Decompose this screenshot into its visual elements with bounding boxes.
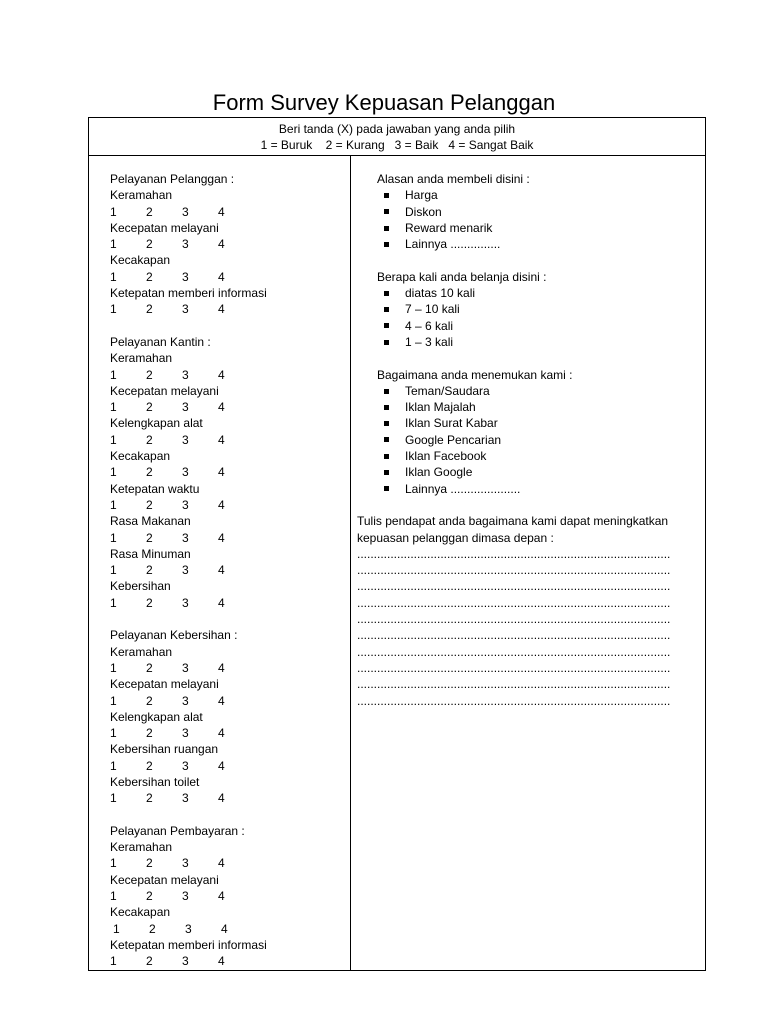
rating-option[interactable]: 4 xyxy=(218,400,225,415)
option-item[interactable] xyxy=(377,318,697,334)
rating-section xyxy=(110,823,340,970)
rating-scale xyxy=(110,693,340,709)
rating-option[interactable]: 2 xyxy=(146,302,153,317)
section-heading: Pelayanan Pelanggan : xyxy=(110,172,235,186)
option-item[interactable] xyxy=(377,464,697,480)
rating-option[interactable]: 1 xyxy=(110,400,117,415)
rating-item-label: Kecakapan xyxy=(110,253,171,268)
rating-option[interactable]: 4 xyxy=(218,791,225,806)
rating-option[interactable]: 2 xyxy=(146,497,153,512)
rating-item-label: Ketepatan memberi informasi xyxy=(110,286,267,301)
option-item[interactable] xyxy=(377,399,697,415)
rating-option[interactable]: 4 xyxy=(218,530,225,545)
rating-option[interactable]: 2 xyxy=(146,432,153,447)
answer-line[interactable]: .............................................................................................. xyxy=(357,563,671,578)
choice-question xyxy=(377,269,697,350)
rating-option[interactable]: 3 xyxy=(182,954,189,969)
rating-option[interactable]: 4 xyxy=(218,726,225,741)
square-bullet-icon xyxy=(384,454,389,459)
rating-option[interactable]: 1 xyxy=(110,497,117,512)
option-label: Iklan Facebook xyxy=(405,449,487,464)
option-item[interactable] xyxy=(377,187,697,203)
rating-option[interactable]: 3 xyxy=(182,563,189,578)
option-label: Google Pencarian xyxy=(405,432,502,447)
square-bullet-icon xyxy=(384,193,389,198)
rating-option[interactable]: 2 xyxy=(146,791,153,806)
section-heading: Pelayanan Pembayaran : xyxy=(110,823,245,838)
rating-option[interactable]: 1 xyxy=(110,660,117,675)
rating-scale xyxy=(110,497,340,513)
rating-option[interactable]: 1 xyxy=(110,237,117,252)
rating-option[interactable]: 4 xyxy=(218,595,225,610)
rating-option[interactable]: 2 xyxy=(146,758,153,773)
rating-option[interactable]: 3 xyxy=(182,497,189,512)
rating-option[interactable]: 2 xyxy=(146,693,153,708)
rating-item-label: Keramahan xyxy=(110,644,173,659)
option-label: Iklan Majalah xyxy=(405,400,476,415)
option-label: Diskon xyxy=(405,204,442,219)
rating-scale xyxy=(110,855,340,871)
instructions-line: Beri tanda (X) pada jawaban yang anda pilih xyxy=(278,122,516,136)
option-item[interactable] xyxy=(377,432,697,448)
rating-option[interactable]: 1 xyxy=(110,269,117,284)
answer-line[interactable]: .............................................................................................. xyxy=(357,579,671,594)
rating-item-label: Kebersihan xyxy=(110,579,171,594)
rating-option[interactable]: 1 xyxy=(110,563,117,578)
rating-option[interactable]: 4 xyxy=(221,921,228,936)
rating-option[interactable]: 4 xyxy=(218,856,225,871)
rating-option[interactable]: 2 xyxy=(146,660,153,675)
rating-item-label: Ketepatan waktu xyxy=(110,481,200,496)
option-label: 1 – 3 kali xyxy=(405,334,454,349)
square-bullet-icon xyxy=(384,437,389,442)
rating-option[interactable]: 3 xyxy=(182,791,189,806)
option-list xyxy=(377,285,697,350)
rating-option[interactable]: 3 xyxy=(182,269,189,284)
option-item[interactable] xyxy=(377,383,697,399)
rating-scale xyxy=(110,921,340,937)
rating-option[interactable]: 3 xyxy=(182,693,189,708)
rating-option[interactable]: 4 xyxy=(218,497,225,512)
rating-scale xyxy=(110,595,340,611)
answer-line[interactable]: .............................................................................................. xyxy=(357,677,671,692)
choice-question xyxy=(377,367,697,497)
square-bullet-icon xyxy=(384,340,389,345)
rating-option[interactable]: 4 xyxy=(218,465,225,480)
rating-option[interactable]: 4 xyxy=(218,302,225,317)
option-label: Lainnya ............... xyxy=(405,237,501,252)
rating-item-label: Keramahan xyxy=(110,351,173,366)
option-item[interactable] xyxy=(377,301,697,317)
rating-item-label: Kecakapan xyxy=(110,449,171,464)
rating-option[interactable]: 3 xyxy=(182,530,189,545)
rating-item-label: Keramahan xyxy=(110,840,173,855)
option-label: 4 – 6 kali xyxy=(405,318,454,333)
rating-option[interactable]: 1 xyxy=(110,693,117,708)
square-bullet-icon xyxy=(384,242,389,247)
rating-option[interactable]: 1 xyxy=(110,367,117,382)
rating-scale xyxy=(110,236,340,252)
rating-option[interactable]: 4 xyxy=(218,660,225,675)
option-item[interactable] xyxy=(377,448,697,464)
option-item[interactable] xyxy=(377,220,697,236)
section-heading: Pelayanan Kebersihan : xyxy=(110,628,238,643)
rating-option[interactable]: 1 xyxy=(113,921,120,936)
rating-option[interactable]: 3 xyxy=(182,726,189,741)
rating-scale xyxy=(110,269,340,285)
rating-scale xyxy=(110,790,340,806)
rating-section xyxy=(110,627,340,806)
option-item[interactable] xyxy=(377,415,697,431)
rating-item-label: Kecepatan melayani xyxy=(110,677,219,692)
option-list xyxy=(377,383,697,497)
rating-scale xyxy=(110,758,340,774)
square-bullet-icon xyxy=(384,291,389,296)
rating-scale xyxy=(110,953,340,969)
option-item[interactable] xyxy=(377,481,697,497)
survey-form xyxy=(88,117,706,971)
rating-item-label: Kecepatan melayani xyxy=(110,220,219,235)
answer-line[interactable]: .............................................................................................. xyxy=(357,660,671,675)
rating-scale xyxy=(110,562,340,578)
rating-section xyxy=(110,171,340,318)
answer-line[interactable]: .............................................................................................. xyxy=(357,546,671,561)
option-item[interactable] xyxy=(377,334,697,350)
square-bullet-icon xyxy=(384,226,389,231)
rating-option[interactable]: 2 xyxy=(146,465,153,480)
option-item[interactable] xyxy=(377,285,697,301)
rating-option[interactable]: 1 xyxy=(110,302,117,317)
option-label: Lainnya ..................... xyxy=(405,481,521,496)
rating-scale xyxy=(110,204,340,220)
rating-option[interactable]: 4 xyxy=(218,563,225,578)
rating-option[interactable]: 3 xyxy=(182,856,189,871)
rating-option[interactable]: 2 xyxy=(146,204,153,219)
rating-scale xyxy=(110,367,340,383)
rating-option[interactable]: 2 xyxy=(146,237,153,252)
square-bullet-icon xyxy=(384,486,389,491)
square-bullet-icon xyxy=(384,421,389,426)
rating-item-label: Rasa Minuman xyxy=(110,546,191,561)
rating-option[interactable]: 1 xyxy=(110,954,117,969)
rating-option[interactable]: 2 xyxy=(146,595,153,610)
rating-option[interactable]: 4 xyxy=(218,889,225,904)
square-bullet-icon xyxy=(384,209,389,214)
feedback-question: Tulis pendapat anda bagaimana kami dapat meningkatkan kepuasan pelanggan dimasa depan : xyxy=(357,514,669,545)
option-label: Reward menarik xyxy=(405,220,493,235)
rating-item-label: Kebersihan ruangan xyxy=(110,742,219,757)
rating-option[interactable]: 4 xyxy=(218,954,225,969)
rating-item-label: Rasa Makanan xyxy=(110,514,191,529)
rating-option[interactable]: 1 xyxy=(110,530,117,545)
rating-option[interactable]: 3 xyxy=(185,921,192,936)
page-title: Form Survey Kepuasan Pelanggan xyxy=(212,90,556,115)
rating-item-label: Kelengkapan alat xyxy=(110,416,203,431)
rating-item-label: Ketepatan memberi informasi xyxy=(110,937,267,952)
rating-option[interactable]: 3 xyxy=(182,302,189,317)
rating-column xyxy=(110,171,340,986)
rating-option[interactable]: 4 xyxy=(218,758,225,773)
square-bullet-icon xyxy=(384,405,389,410)
column-divider xyxy=(350,155,351,971)
option-label: Iklan Surat Kabar xyxy=(405,416,498,431)
square-bullet-icon xyxy=(384,470,389,475)
rating-legend: 1 = Buruk 2 = Kurang 3 = Baik 4 = Sangat Baik xyxy=(260,138,534,152)
option-item[interactable] xyxy=(377,204,697,220)
rating-option[interactable]: 3 xyxy=(182,367,189,382)
answer-line[interactable]: .............................................................................................. xyxy=(357,693,671,708)
answer-line[interactable]: .............................................................................................. xyxy=(357,628,671,643)
rating-option[interactable]: 1 xyxy=(110,432,117,447)
rating-option[interactable]: 1 xyxy=(110,889,117,904)
option-label: Iklan Google xyxy=(405,465,473,480)
rating-option[interactable]: 1 xyxy=(110,791,117,806)
rating-option[interactable]: 3 xyxy=(182,889,189,904)
rating-option[interactable]: 4 xyxy=(218,269,225,284)
rating-scale xyxy=(110,301,340,317)
rating-scale xyxy=(110,725,340,741)
rating-option[interactable]: 3 xyxy=(182,400,189,415)
rating-option[interactable]: 4 xyxy=(218,367,225,382)
rating-option[interactable]: 1 xyxy=(110,465,117,480)
rating-option[interactable]: 1 xyxy=(110,758,117,773)
option-label: Harga xyxy=(405,188,438,203)
rating-scale xyxy=(110,530,340,546)
square-bullet-icon xyxy=(384,323,389,328)
question-heading: Alasan anda membeli disini : xyxy=(377,172,530,186)
answer-line[interactable]: .............................................................................................. xyxy=(357,644,671,659)
question-heading: Berapa kali anda belanja disini : xyxy=(377,269,547,284)
rating-option[interactable]: 2 xyxy=(146,269,153,284)
answer-line[interactable]: .............................................................................................. xyxy=(357,595,671,610)
rating-option[interactable]: 4 xyxy=(218,204,225,219)
option-item[interactable] xyxy=(377,236,697,252)
rating-option[interactable]: 3 xyxy=(182,660,189,675)
rating-item-label: Kebersihan toilet xyxy=(110,774,200,789)
rating-scale xyxy=(110,660,340,676)
rating-option[interactable]: 1 xyxy=(110,856,117,871)
rating-option[interactable]: 3 xyxy=(182,758,189,773)
answer-line[interactable]: .............................................................................................. xyxy=(357,612,671,627)
rating-scale xyxy=(110,464,340,480)
questions-column xyxy=(357,171,697,709)
rating-section xyxy=(110,334,340,611)
rating-option[interactable]: 2 xyxy=(146,856,153,871)
rating-option[interactable]: 3 xyxy=(182,465,189,480)
rating-option[interactable]: 2 xyxy=(146,954,153,969)
rating-scale xyxy=(110,888,340,904)
rating-option[interactable]: 2 xyxy=(146,367,153,382)
instructions-box xyxy=(89,118,705,156)
rating-option[interactable]: 2 xyxy=(146,400,153,415)
rating-item-label: Kelengkapan alat xyxy=(110,709,203,724)
rating-item-label: Keramahan xyxy=(110,188,173,203)
rating-option[interactable]: 3 xyxy=(182,432,189,447)
rating-option[interactable]: 2 xyxy=(146,726,153,741)
square-bullet-icon xyxy=(384,307,389,312)
option-label: diatas 10 kali xyxy=(405,286,476,301)
rating-option[interactable]: 3 xyxy=(182,595,189,610)
option-label: 7 – 10 kali xyxy=(405,302,460,317)
rating-option[interactable]: 4 xyxy=(218,693,225,708)
feedback-section xyxy=(357,513,697,709)
question-heading: Bagaimana anda menemukan kami : xyxy=(377,367,573,382)
rating-option[interactable]: 1 xyxy=(110,726,117,741)
rating-option[interactable]: 2 xyxy=(146,563,153,578)
rating-option[interactable]: 4 xyxy=(218,432,225,447)
rating-item-label: Kecepatan melayani xyxy=(110,872,219,887)
rating-option[interactable]: 2 xyxy=(146,889,153,904)
section-heading: Pelayanan Kantin : xyxy=(110,334,211,349)
rating-option[interactable]: 2 xyxy=(146,530,153,545)
rating-option[interactable]: 1 xyxy=(110,595,117,610)
square-bullet-icon xyxy=(384,389,389,394)
rating-option[interactable]: 1 xyxy=(110,204,117,219)
rating-scale xyxy=(110,432,340,448)
rating-option[interactable]: 4 xyxy=(218,237,225,252)
option-list xyxy=(377,187,697,252)
rating-item-label: Kecepatan melayani xyxy=(110,383,219,398)
rating-item-label: Kecakapan xyxy=(110,905,171,920)
rating-scale xyxy=(110,399,340,415)
choice-question xyxy=(377,171,697,252)
rating-option[interactable]: 3 xyxy=(182,237,189,252)
rating-option[interactable]: 3 xyxy=(182,204,189,219)
rating-option[interactable]: 2 xyxy=(149,921,156,936)
option-label: Teman/Saudara xyxy=(405,383,490,398)
